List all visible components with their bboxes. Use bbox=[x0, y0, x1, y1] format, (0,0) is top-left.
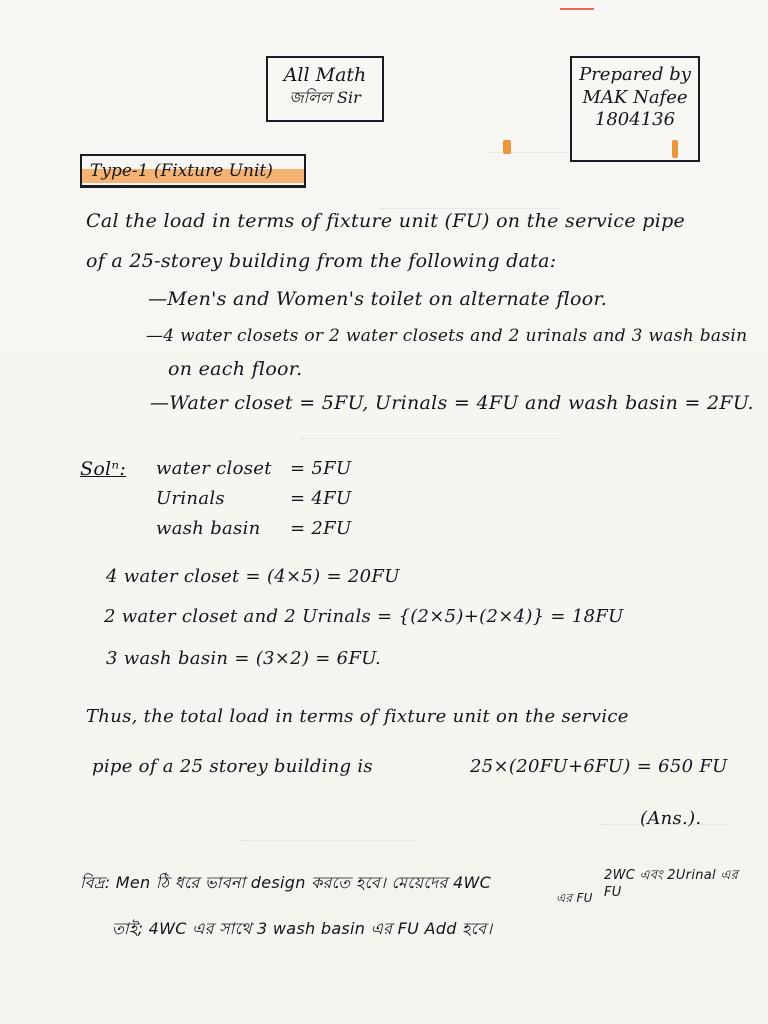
data-item: —Men's and Women's toilet on alternate floor. bbox=[148, 288, 608, 310]
bleed-through-mark bbox=[240, 800, 420, 841]
title-line: All Math bbox=[283, 64, 367, 86]
calc-line: 2 water closet and 2 Urinals = {(2×5)+(2×4)} = 18FU bbox=[104, 606, 624, 627]
ink-mark bbox=[560, 8, 594, 10]
data-item: on each floor. bbox=[168, 358, 303, 380]
data-item: —4 water closets or 2 water closets and 2 urinals and 3 wash basin bbox=[146, 326, 748, 346]
solution-label: Solⁿ: bbox=[80, 458, 127, 480]
answer-mark: (Ans.). bbox=[640, 808, 702, 829]
type-heading bbox=[80, 154, 306, 188]
note-sub: এর FU bbox=[556, 891, 593, 905]
calc-line: 4 water closet = (4×5) = 20FU bbox=[106, 566, 400, 587]
author-name: MAK Nafee bbox=[582, 86, 688, 108]
final-equation: 25×(20FU+6FU) = 650 FU bbox=[470, 756, 728, 777]
teacher-name: জলিল Sir bbox=[289, 87, 361, 107]
author-id: 1804136 bbox=[594, 109, 676, 130]
conclusion-line: pipe of a 25 storey building is bbox=[92, 756, 373, 777]
conclusion-line: Thus, the total load in terms of fixture unit on the service bbox=[86, 706, 629, 727]
prepared-by-box bbox=[570, 56, 700, 162]
bleed-through-mark bbox=[300, 420, 560, 439]
note-line: তাই; 4WC এর সাথে 3 wash basin এর FU Add হবে। bbox=[112, 919, 493, 938]
given-value: = 4FU bbox=[290, 488, 352, 509]
bleed-through-mark bbox=[490, 130, 570, 153]
bleed-through-mark bbox=[380, 190, 560, 209]
question-line: Cal the load in terms of fixture unit (FU) on the service pipe bbox=[86, 210, 686, 232]
title-box bbox=[266, 56, 384, 122]
highlight-mark bbox=[672, 140, 678, 158]
note-line: বিদ্র: Men ঠি ধরে ভাবনা design করতে হবে। মেয়েদের 4WC bbox=[80, 873, 492, 892]
type-label: Type-1 (Fixture Unit) bbox=[90, 161, 273, 181]
prepared-label: Prepared by bbox=[579, 64, 691, 85]
calc-line: 3 wash basin = (3×2) = 6FU. bbox=[106, 648, 382, 669]
question-line: of a 25-storey building from the following data: bbox=[86, 250, 557, 272]
given-value: = 5FU bbox=[290, 458, 352, 479]
given-name: Urinals bbox=[156, 488, 225, 509]
note-side: 2WC এবং 2Urinal এর FU bbox=[604, 868, 739, 900]
highlight-mark bbox=[503, 140, 511, 154]
data-item: —Water closet = 5FU, Urinals = 4FU and wash basin = 2FU. bbox=[150, 392, 754, 414]
given-name: wash basin bbox=[156, 518, 261, 539]
given-name: water closet bbox=[156, 458, 272, 479]
given-value: = 2FU bbox=[290, 518, 352, 539]
